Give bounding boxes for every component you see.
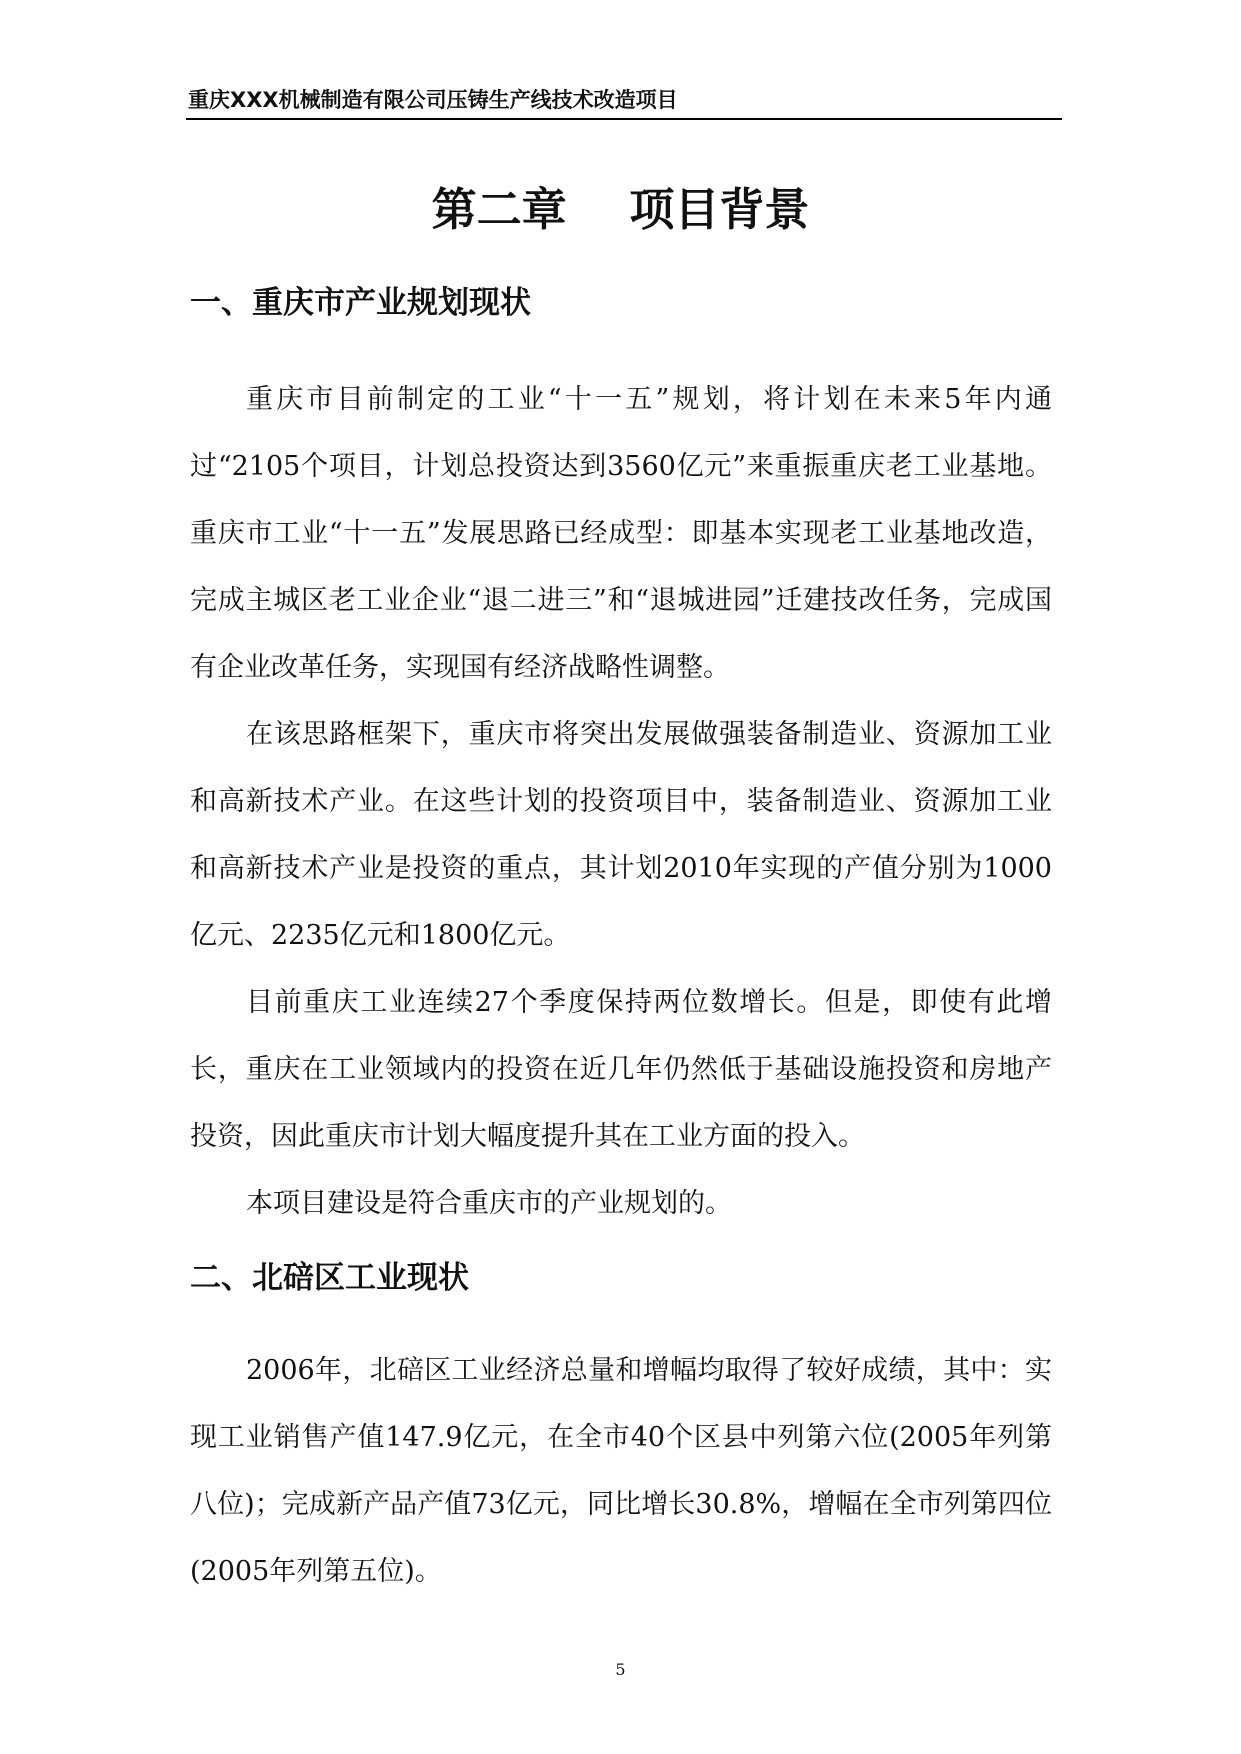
paragraph: 在该思路框架下，重庆市将突出发展做强装备制造业、资源加工业和高新技术产业。在这些计划的投资项目中，装备制造业、资源加工业和高新技术产业是投资的重点，其计划2010年实现的产值分别为1000亿元、2235亿元和1800亿元。 xyxy=(190,719,1052,951)
section-1-body xyxy=(190,366,1052,1237)
section-heading-2: 二、北碚区工业现状 xyxy=(190,1260,469,1296)
header-rule xyxy=(186,118,1062,120)
running-header: 重庆XXX机械制造有限公司压铸生产线技术改造项目 xyxy=(188,88,678,112)
section-2-body xyxy=(190,1337,1052,1605)
paragraph: 目前重庆工业连续27个季度保持两位数增长。但是，即使有此增长，重庆在工业领域内的投资在近几年仍然低于基础设施投资和房地产投资，因此重庆市计划大幅度提升其在工业方面的投入。 xyxy=(190,987,1052,1152)
page-number: 5 xyxy=(615,1660,626,1679)
paragraph: 2006年，北碚区工业经济总量和增幅均取得了较好成绩，其中：实现工业销售产值147.9亿元，在全市40个区县中列第六位(2005年列第八位)；完成新产品产值73亿元，同比增长30.8%，增幅在全市列第四位(2005年列第五位)。 xyxy=(190,1355,1052,1587)
section-heading-1: 一、重庆市产业规划现状 xyxy=(190,285,531,321)
paragraph: 重庆市目前制定的工业“十一五”规划，将计划在未来5年内通过“2105个项目，计划总投资达到3560亿元”来重振重庆老工业基地。重庆市工业“十一五”发展思路已经成型：即基本实现老工业基地改造，完成主城区老工业企业“退二进三”和“退城进园”迁建技改任务，完成国有企业改革任务，实现国有经济战略性调整。 xyxy=(190,384,1052,683)
paragraph: 本项目建设是符合重庆市的产业规划的。 xyxy=(246,1188,732,1219)
chapter-title: 第二章 项目背景 xyxy=(431,183,810,236)
